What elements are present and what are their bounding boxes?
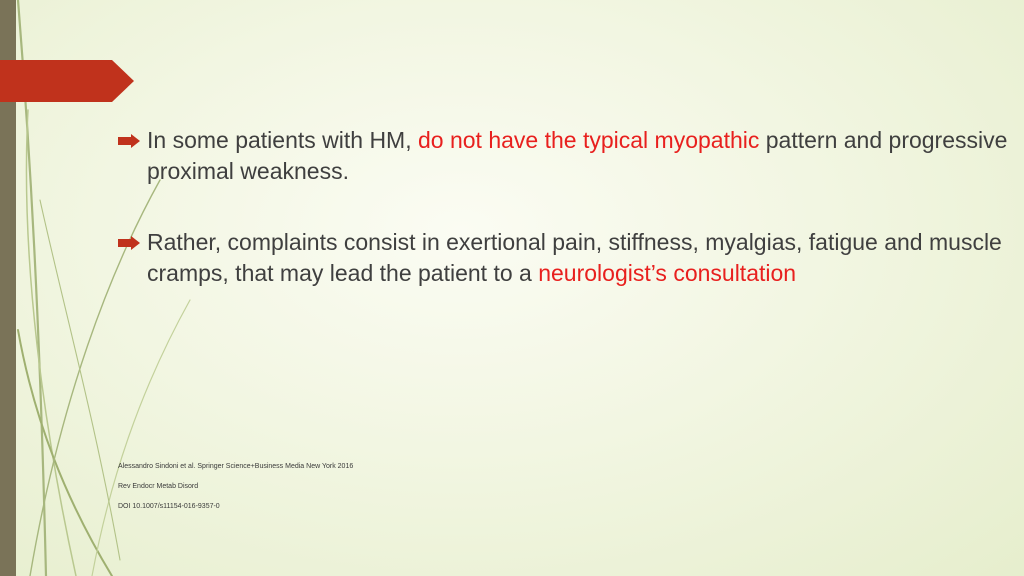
references xyxy=(118,463,353,523)
bullet-item-2 xyxy=(118,227,1008,289)
bullet-1-highlight: do not have the typical myopathic xyxy=(418,127,760,153)
reference-doi: DOI 10.1007/s11154-016-9357-0 xyxy=(118,503,220,510)
arrow-right-icon xyxy=(118,236,140,250)
bullet-1-text-part-1: In some patients with HM, xyxy=(147,127,418,153)
reference-authors: Alessandro Sindoni et al. Springer Science+Business Media New York 2016 xyxy=(118,463,354,470)
bullet-2-highlight: neurologist’s consultation xyxy=(538,260,797,286)
bullet-item-1 xyxy=(118,125,1008,187)
slide-content xyxy=(118,125,1008,329)
reference-journal: Rev Endocr Metab Disord xyxy=(118,483,199,490)
bullet-2-text-part-1: Rather, complaints consist in exertional pain, stiffness, myalgias, fatigue and muscle cramps, that may lead the patient to a xyxy=(147,229,1002,286)
accent-tab xyxy=(0,60,134,102)
arrow-right-icon xyxy=(118,134,140,148)
bullet-1-text-part-2: pattern and progressive proximal weakness. xyxy=(147,127,1008,184)
